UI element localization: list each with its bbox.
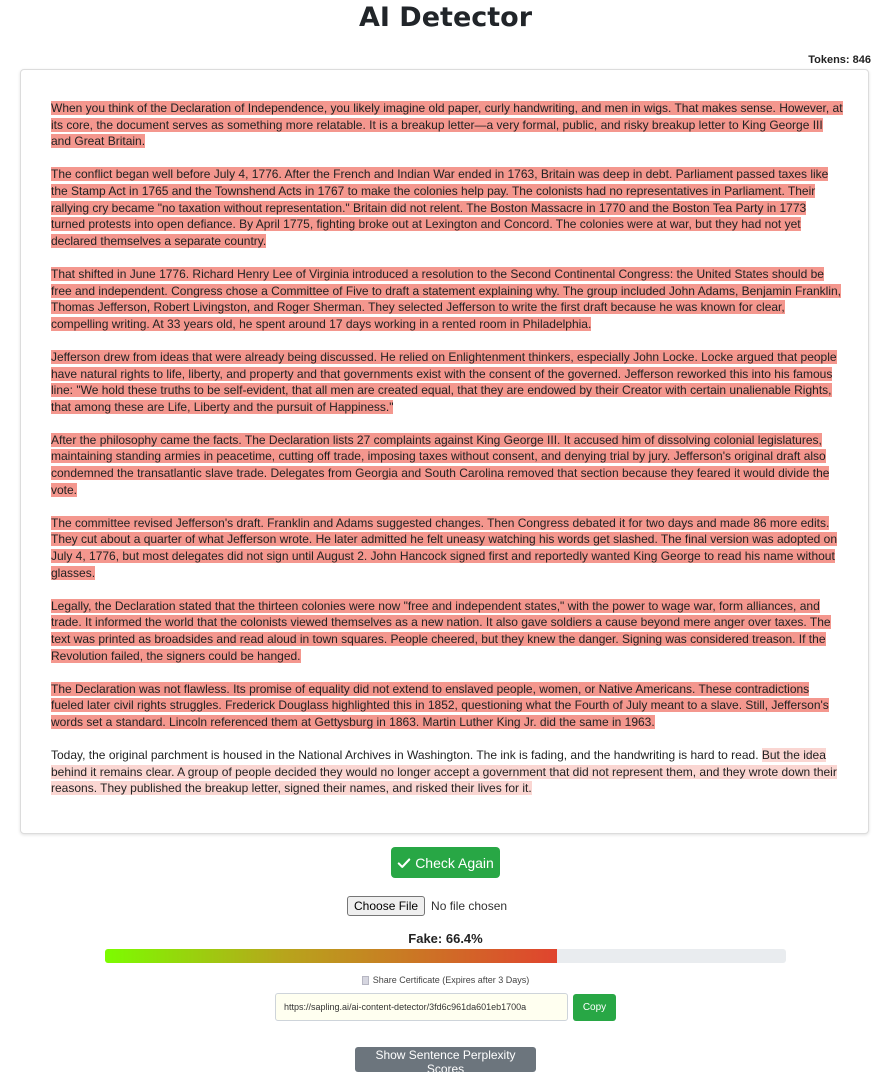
- text-paragraph: [51, 166, 843, 249]
- text-paragraph: [51, 349, 843, 415]
- text-segment-high: Jefferson drew from ideas that were already being discussed. He relied on Enlightenment thinkers, especially John Locke. Locke argued that people have natural rights to life, liberty, and property and that governments exist with the consent of the governed. Jefferson reworked this into his famous line: "We hold these truths to be self-evident, that all men are created equal, that they are endowed by their Creator with certain unalienable Rights, that among these are Life, Liberty and the pursuit of Happiness.": [51, 349, 837, 414]
- text-segment-medium: But the idea behind it remains clear. A group of people decided they would no longer accept a government that did not represent them, and they wrote down their reasons. They published the breakup letter, signed their names, and risked their lives for it.: [51, 748, 837, 796]
- choose-file-button[interactable]: Choose File: [347, 896, 425, 916]
- text-segment-high: The committee revised Jefferson's draft. Franklin and Adams suggested changes. Then Congress debated it for two days and made 86 more edits. They cut about a quarter of what Jefferson wrote. He later admitted he felt uneasy watching his words get slashed. The final version was adopted on July 4, 1776, but most delegates did not sign until August 2. John Hancock signed first and reportedly wanted King George to read his name without glasses.: [51, 515, 838, 580]
- text-paragraph: [51, 681, 843, 731]
- text-segment-high: The Declaration was not flawless. Its promise of equality did not extend to enslaved people, women, or Native Americans. These contradictions fueled later civil rights struggles. Frederick Douglass highlighted this in 1852, questioning what the Fourth of July meant to a slave. Still, Jefferson's words set a standard. Lincoln referenced them at Gettysburg in 1863. Martin Luther King Jr. did the same in 1963.: [51, 681, 829, 729]
- text-segment-high: The conflict began well before July 4, 1776. After the French and Indian War ended in 1763, Britain was deep in debt. Parliament passed taxes like the Stamp Act in 1765 and the Townshend Acts in 1767 to make the colonies help pay. The colonists had no representatives in Parliament. Their rallying cry became "no taxation without representation." Britain did not relent. The Boston Massacre in 1770 and the Boston Tea Party in 1773 turned protests into open defiance. By April 1775, fighting broke out at Lexington and Concord. The colonies were at war, but they had not yet declared themselves a separate country.: [51, 167, 829, 248]
- share-certificate: [0, 975, 891, 985]
- analyzed-text-panel[interactable]: [20, 69, 869, 834]
- analyzed-text: [51, 100, 843, 814]
- file-status: No file chosen: [431, 899, 508, 913]
- share-certificate-label: Share Certificate (Expires after 3 Days): [372, 975, 530, 985]
- page-title: AI Detector: [358, 2, 533, 33]
- check-again-button[interactable]: [391, 847, 500, 878]
- text-paragraph: [51, 747, 843, 797]
- fake-score-bar: [105, 949, 786, 963]
- text-segment-high: When you think of the Declaration of Independence, you likely imagine old paper, curly handwriting, and men in wigs. That makes sense. However, at its core, the document serves as something more relatable. It is a breakup letter—a very formal, public, and risky breakup letter to King George III and Great Britain.: [51, 101, 843, 149]
- text-paragraph: [51, 432, 843, 498]
- fake-score-bar-fill: [105, 949, 557, 963]
- check-again-label: Check Again: [415, 854, 494, 871]
- show-perplexity-button[interactable]: Show Sentence Perplexity Scores: [355, 1047, 536, 1072]
- file-upload: [347, 895, 507, 917]
- token-count: Tokens: 846: [808, 54, 871, 66]
- text-paragraph: [51, 515, 843, 581]
- certificate-icon: [362, 976, 369, 985]
- text-paragraph: [51, 598, 843, 664]
- certificate-url-input[interactable]: [275, 993, 568, 1021]
- text-segment-high: That shifted in June 1776. Richard Henry Lee of Virginia introduced a resolution to the Second Continental Congress: the United States should be free and independent. Congress chose a Committee of Five to draft a statement explaining why. The group included John Adams, Benjamin Franklin, Thomas Jefferson, Robert Livingston, and Roger Sherman. They selected Jefferson to write the first draft because he was known for clear, compelling writing. At 33 years old, he spent around 17 days working in a rented room in Philadelphia.: [51, 266, 842, 331]
- copy-button[interactable]: Copy: [573, 994, 616, 1021]
- text-paragraph: [51, 266, 843, 332]
- text-segment-high: After the philosophy came the facts. The Declaration lists 27 complaints against King George III. It accused him of dissolving colonial legislatures, maintaining standing armies in peacetime, cutting off trade, imposing taxes without consent, and denying trial by jury. Jefferson's original draft also condemned the transatlantic slave trade. Delegates from Georgia and South Carolina removed that section because they feared it would divide the vote.: [51, 432, 830, 497]
- text-segment-none: Today, the original parchment is housed in the National Archives in Washington. The ink is fading, and the handwriting is hard to read.: [51, 748, 762, 763]
- checkmark-icon: [397, 856, 411, 870]
- fake-score-label: Fake: 66.4%: [408, 931, 483, 946]
- text-segment-high: Legally, the Declaration stated that the thirteen colonies were now "free and independent states," with the power to wage war, form alliances, and trade. It informed the world that the colonists viewed themselves as a new nation. It also gave soldiers a cause beyond mere anger over taxes. The text was printed as broadsides and read aloud in town squares. People cheered, but they knew the danger. Signing was considered treason. If the Revolution failed, the signers could be hanged.: [51, 598, 831, 663]
- text-paragraph: [51, 100, 843, 150]
